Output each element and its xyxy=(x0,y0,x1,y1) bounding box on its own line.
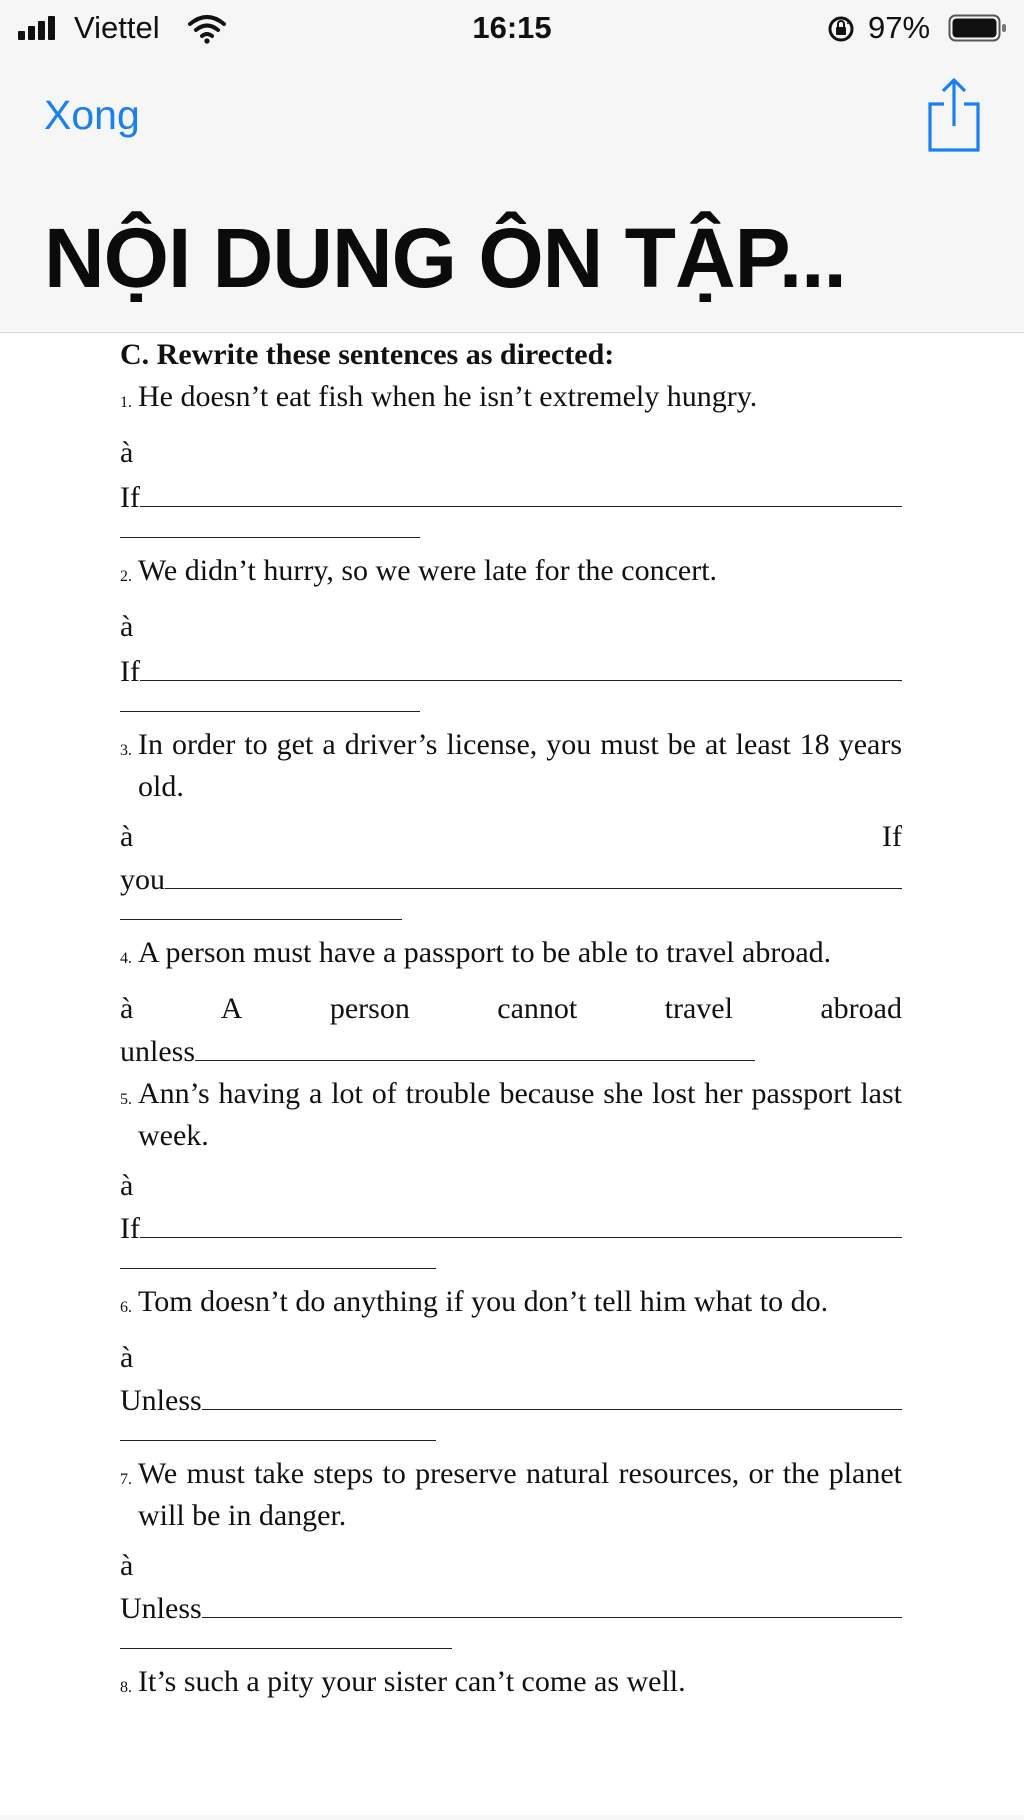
answer-blank[interactable] xyxy=(140,650,902,681)
arrow-marker: à xyxy=(120,1549,134,1582)
rotation-lock-icon xyxy=(826,14,856,44)
question-number: 1. xyxy=(120,394,132,411)
answer-prompt: If xyxy=(120,481,140,514)
arrow-marker: à xyxy=(120,1169,134,1202)
question-text: In order to get a driver’s license, you must be at least 18 years old. xyxy=(138,728,902,803)
arrow-marker: à xyxy=(120,820,134,853)
question-number: 2. xyxy=(120,568,132,585)
answer-blank[interactable] xyxy=(202,1587,902,1618)
done-button[interactable]: Xong xyxy=(44,92,140,138)
answer-blank-continued[interactable] xyxy=(120,1254,436,1269)
question-8 xyxy=(120,1661,902,1709)
question-text: We must take steps to preserve natural resources, or the planet will be in danger. xyxy=(138,1457,902,1532)
question-3 xyxy=(120,724,902,920)
question-text: Tom doesn’t do anything if you don’t tell him what to do. xyxy=(138,1285,829,1318)
document-title: NỘI DUNG ÔN TẬP... xyxy=(44,211,846,305)
bottom-edge xyxy=(0,1815,1024,1820)
answer-blank[interactable] xyxy=(202,1379,902,1410)
question-number: 5. xyxy=(120,1091,132,1108)
battery-icon xyxy=(948,13,1008,43)
status-time: 16:15 xyxy=(472,10,552,45)
answer-word: abroad xyxy=(820,992,902,1025)
answer-blank[interactable] xyxy=(165,858,902,889)
question-6 xyxy=(120,1281,902,1441)
arrow-marker: à xyxy=(120,1341,134,1374)
answer-blank-continued[interactable] xyxy=(120,697,420,712)
answer-prompt-right: If xyxy=(882,820,902,853)
question-2 xyxy=(120,550,902,712)
question-number: 7. xyxy=(120,1471,132,1488)
question-text: It’s such a pity your sister can’t come as well. xyxy=(138,1665,686,1698)
question-number: 6. xyxy=(120,1299,132,1316)
answer-blank-continued[interactable] xyxy=(120,523,420,538)
question-number: 4. xyxy=(120,950,132,967)
answer-prompt: unless xyxy=(120,1035,195,1068)
question-number: 8. xyxy=(120,1679,132,1696)
question-number: 3. xyxy=(120,742,132,759)
answer-blank[interactable] xyxy=(140,476,902,507)
question-7 xyxy=(120,1453,902,1649)
status-bar xyxy=(0,0,1024,56)
arrow-marker: à xyxy=(120,436,134,469)
answer-blank[interactable] xyxy=(140,1207,902,1238)
question-1 xyxy=(120,376,902,538)
document-page[interactable] xyxy=(120,334,902,1709)
arrow-marker: à xyxy=(120,610,134,643)
carrier-name: Viettel xyxy=(74,10,160,45)
answer-word: person xyxy=(329,992,410,1025)
question-text: We didn’t hurry, so we were late for the concert. xyxy=(138,554,718,587)
answer-blank-continued[interactable] xyxy=(120,1634,452,1649)
share-icon[interactable] xyxy=(926,78,982,152)
question-text: He doesn’t eat fish when he isn’t extremely hungry. xyxy=(138,380,758,413)
answer-word: A xyxy=(220,992,243,1025)
answer-blank-continued[interactable] xyxy=(120,905,402,920)
answer-prompt: you xyxy=(120,863,165,896)
arrow-marker: à xyxy=(120,992,134,1025)
answer-prompt: Unless xyxy=(120,1592,202,1625)
answer-word: cannot xyxy=(497,992,578,1025)
question-text: A person must have a passport to be able to travel abroad. xyxy=(138,936,832,969)
answer-blank[interactable] xyxy=(195,1030,755,1061)
question-4 xyxy=(120,932,902,1073)
question-text: Ann’s having a lot of trouble because she lost her passport last week. xyxy=(138,1077,902,1152)
answer-prompt: If xyxy=(120,655,140,688)
section-heading: C. Rewrite these sentences as directed: xyxy=(120,338,615,371)
answer-blank-continued[interactable] xyxy=(120,1426,436,1441)
battery-percent: 97% xyxy=(868,10,931,45)
answer-prompt: If xyxy=(120,1212,140,1245)
answer-prompt: Unless xyxy=(120,1384,202,1417)
answer-word: travel xyxy=(664,992,733,1025)
viewer-chrome xyxy=(0,0,1024,333)
question-5 xyxy=(120,1073,902,1269)
